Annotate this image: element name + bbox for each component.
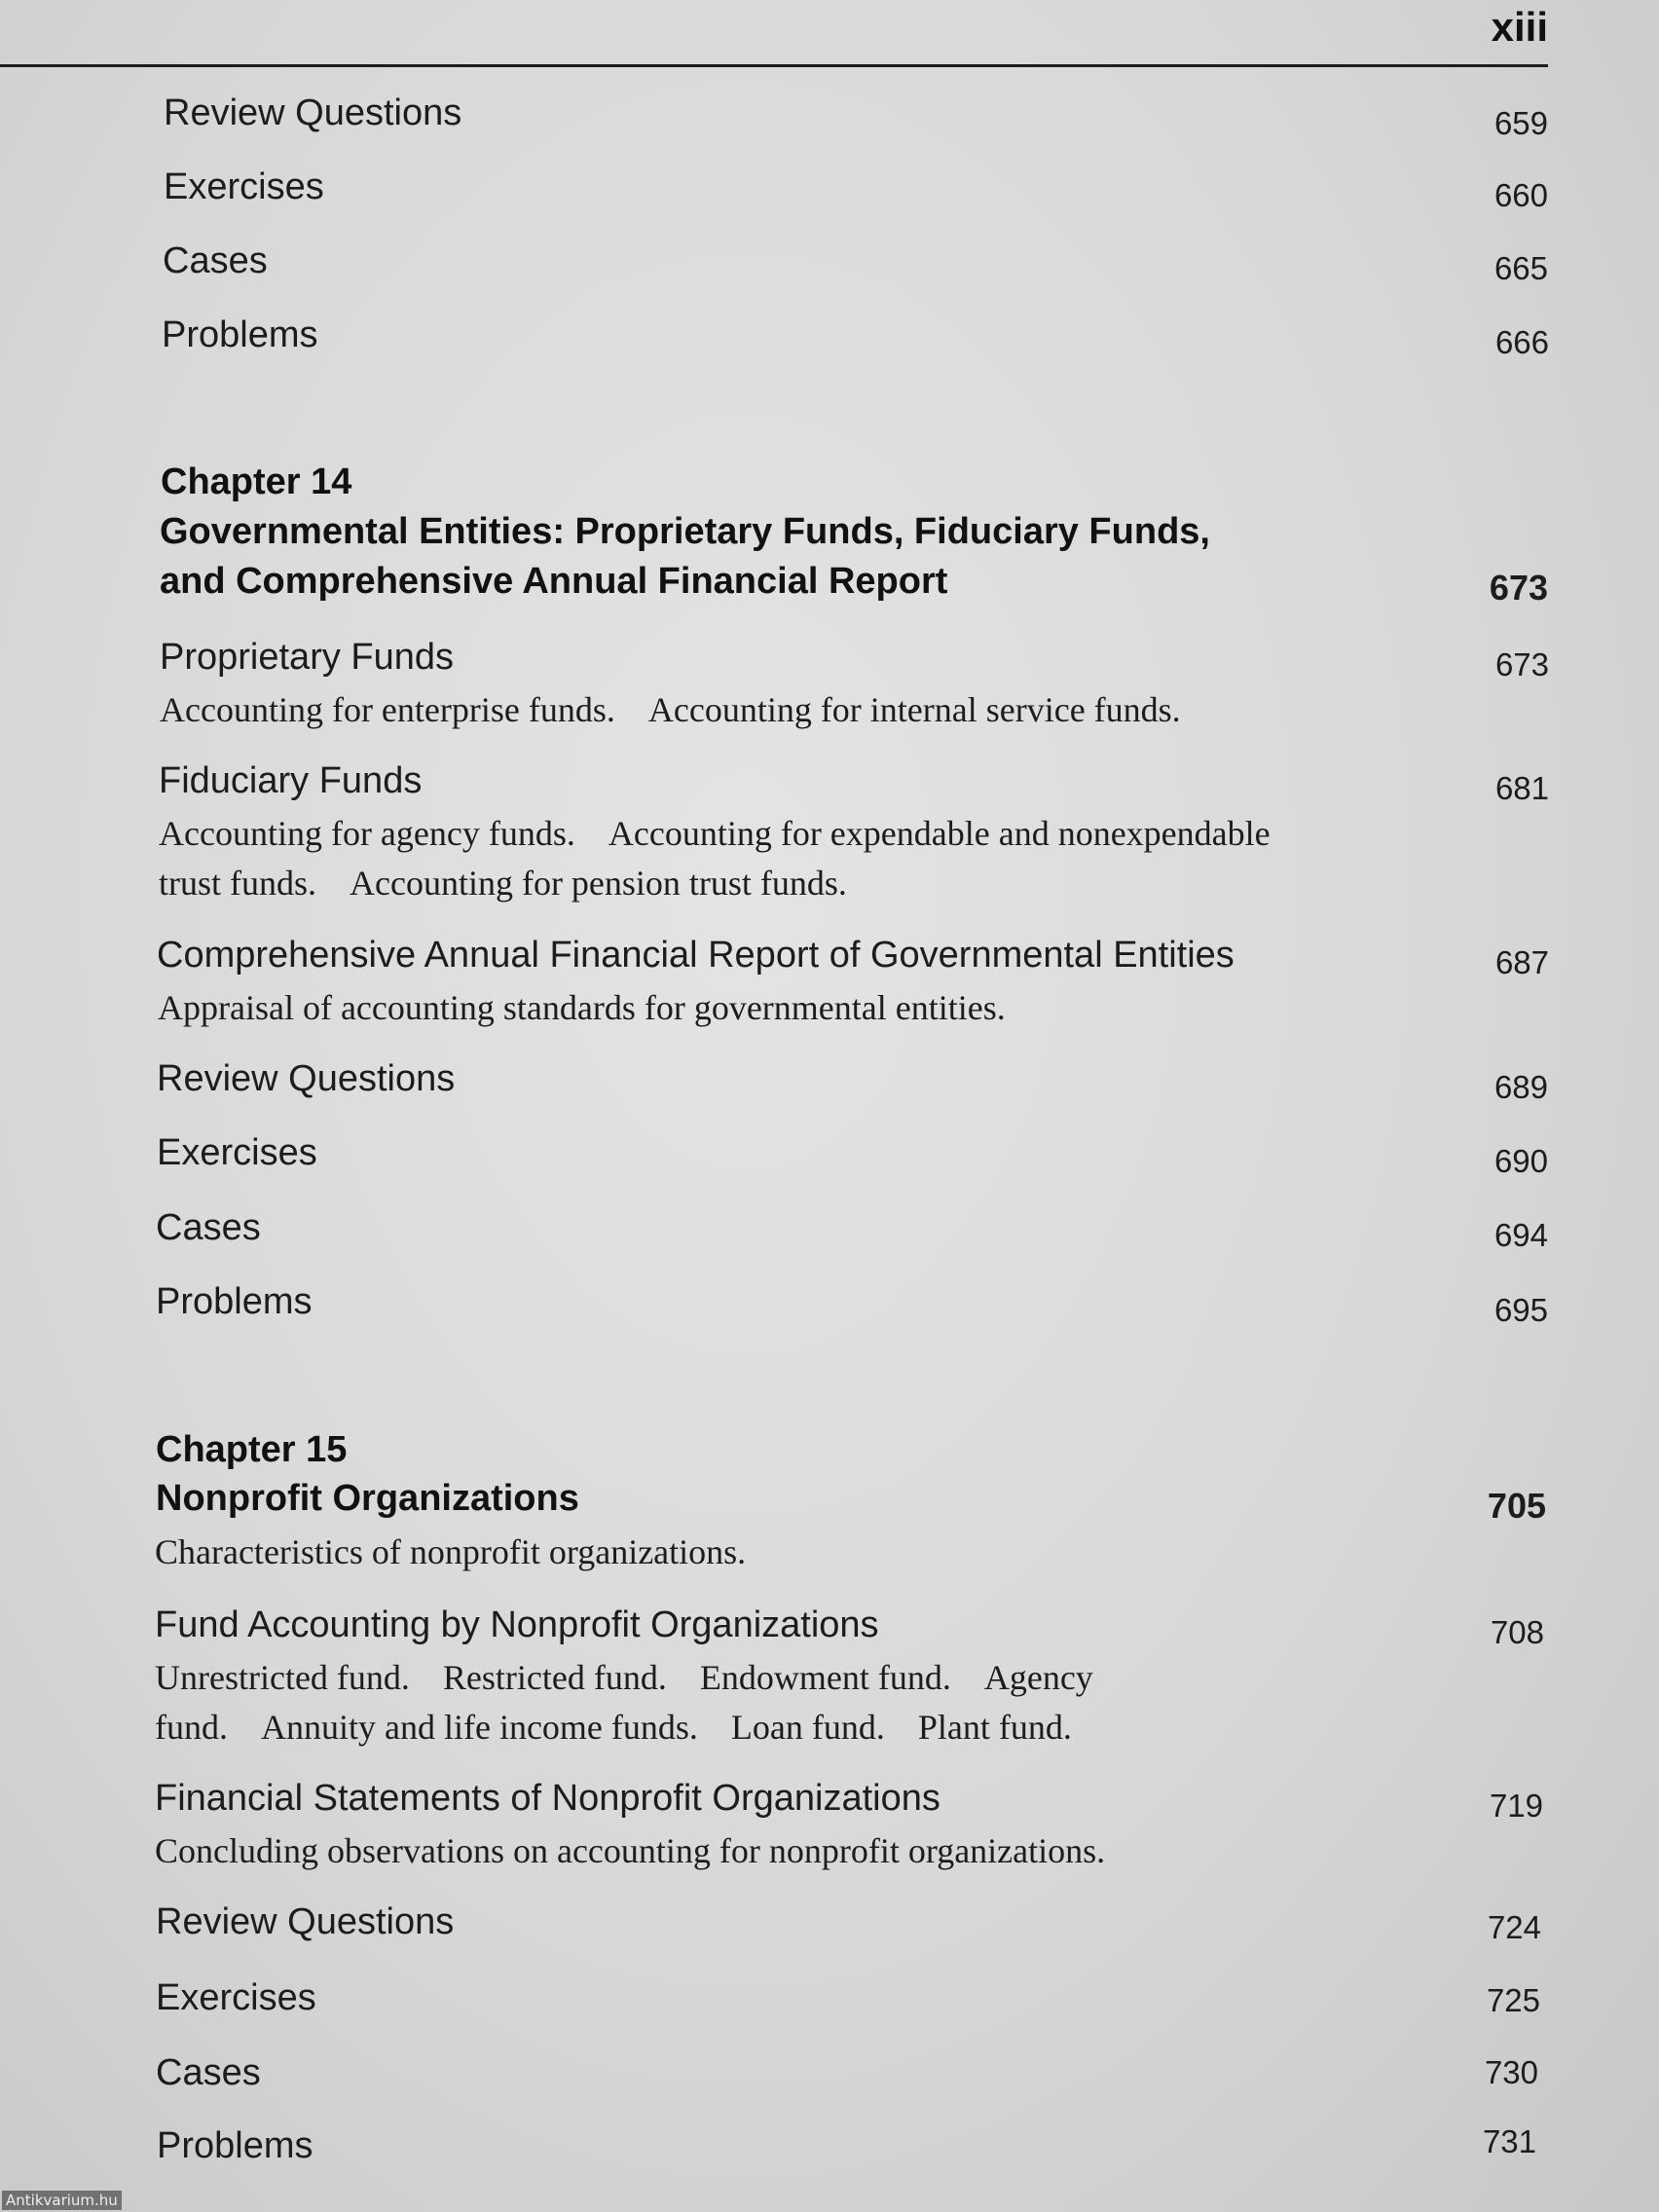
subtopic: Accounting for agency funds. bbox=[159, 814, 575, 853]
chapter-page-number: 705 bbox=[1487, 1486, 1546, 1526]
toc-entry-cases: Cases bbox=[156, 2052, 261, 2093]
toc-page-number: 659 bbox=[1493, 105, 1548, 141]
toc-page-number: 731 bbox=[1482, 2123, 1536, 2159]
toc-page-number: 695 bbox=[1493, 1292, 1548, 1328]
section-subtopics bbox=[155, 1830, 1105, 1871]
subtopic: Annuity and life income funds. bbox=[261, 1708, 698, 1747]
section-title: Proprietary Funds bbox=[160, 637, 455, 678]
section-subtopics bbox=[158, 987, 1006, 1028]
subtopic: Concluding observations on accounting for nonprofit organizations. bbox=[155, 1831, 1106, 1870]
toc-page-number: 730 bbox=[1484, 2054, 1538, 2090]
subtopic: Plant fund. bbox=[917, 1708, 1072, 1747]
toc-page-number: 690 bbox=[1493, 1143, 1548, 1179]
toc-entry-problems: Problems bbox=[157, 2125, 313, 2166]
subtopic: Accounting for expendable and nonexpendable bbox=[608, 814, 1271, 853]
toc-entry-cases: Cases bbox=[163, 240, 268, 281]
subtopic: Accounting for pension trust funds. bbox=[350, 864, 847, 903]
chapter-label: Chapter 15 bbox=[156, 1429, 348, 1470]
subtopic: Loan fund. bbox=[730, 1708, 885, 1747]
subtopic: Appraisal of accounting standards for governmental entities. bbox=[158, 988, 1006, 1027]
chapter-title: and Comprehensive Annual Financial Report bbox=[160, 561, 948, 602]
toc-entry-exercises: Exercises bbox=[156, 1977, 316, 2018]
toc-entry-exercises: Exercises bbox=[157, 1132, 317, 1173]
section-subtopics bbox=[159, 863, 847, 903]
toc-page-number: 689 bbox=[1493, 1069, 1548, 1105]
section-page-number: 681 bbox=[1494, 770, 1549, 806]
watermark: Antikvarium.hu bbox=[2, 2191, 122, 2210]
chapter-title: Governmental Entities: Proprietary Funds, Fiduciary Funds, bbox=[160, 511, 1210, 552]
toc-page-number: 665 bbox=[1493, 250, 1548, 286]
subtopic: Accounting for internal service funds. bbox=[647, 690, 1181, 729]
toc-page-number: 725 bbox=[1486, 1982, 1540, 2018]
toc-entry-review-questions: Review Questions bbox=[156, 1901, 455, 1942]
subtopic: fund. bbox=[155, 1708, 228, 1747]
toc-entry-problems: Problems bbox=[162, 314, 318, 355]
toc-entry-cases: Cases bbox=[156, 1207, 261, 1248]
toc-page-number: 666 bbox=[1494, 324, 1549, 360]
toc-entry-review-questions: Review Questions bbox=[164, 92, 462, 133]
toc-entry-problems: Problems bbox=[156, 1281, 313, 1322]
toc-page-number: 694 bbox=[1493, 1217, 1548, 1253]
section-title: Fiduciary Funds bbox=[159, 760, 423, 801]
toc-page-number: 724 bbox=[1487, 1909, 1541, 1945]
toc-entry-review-questions: Review Questions bbox=[157, 1058, 456, 1099]
subtopic: trust funds. bbox=[159, 864, 316, 903]
page-header bbox=[0, 0, 1548, 67]
chapter-label: Chapter 14 bbox=[161, 461, 352, 502]
section-subtopics bbox=[160, 689, 1181, 730]
section-subtopics bbox=[159, 813, 1271, 854]
section-subtopics bbox=[155, 1707, 1072, 1748]
section-page-number: 687 bbox=[1494, 944, 1549, 980]
chapter-intro: Characteristics of nonprofit organizations. bbox=[155, 1532, 747, 1571]
subtopic: Accounting for enterprise funds. bbox=[160, 690, 615, 729]
section-page-number: 708 bbox=[1490, 1614, 1544, 1650]
subtopic: Agency bbox=[983, 1658, 1093, 1697]
section-page-number: 719 bbox=[1489, 1788, 1543, 1824]
subtopic: Endowment fund. bbox=[699, 1658, 951, 1697]
toc-page-number: 660 bbox=[1493, 177, 1548, 213]
page-number: xiii bbox=[1491, 4, 1548, 50]
chapter-page-number: 673 bbox=[1489, 568, 1548, 608]
section-page-number: 673 bbox=[1494, 646, 1549, 682]
subtopic: Restricted fund. bbox=[442, 1658, 667, 1697]
section-title: Financial Statements of Nonprofit Organizations bbox=[155, 1778, 940, 1819]
section-title: Comprehensive Annual Financial Report of Governmental Entities bbox=[157, 935, 1235, 976]
subtopic: Unrestricted fund. bbox=[155, 1658, 410, 1697]
section-title: Fund Accounting by Nonprofit Organizations bbox=[155, 1604, 879, 1645]
chapter-title: Nonprofit Organizations bbox=[156, 1478, 579, 1519]
section-subtopics bbox=[155, 1657, 1093, 1698]
toc-entry-exercises: Exercises bbox=[164, 166, 324, 207]
